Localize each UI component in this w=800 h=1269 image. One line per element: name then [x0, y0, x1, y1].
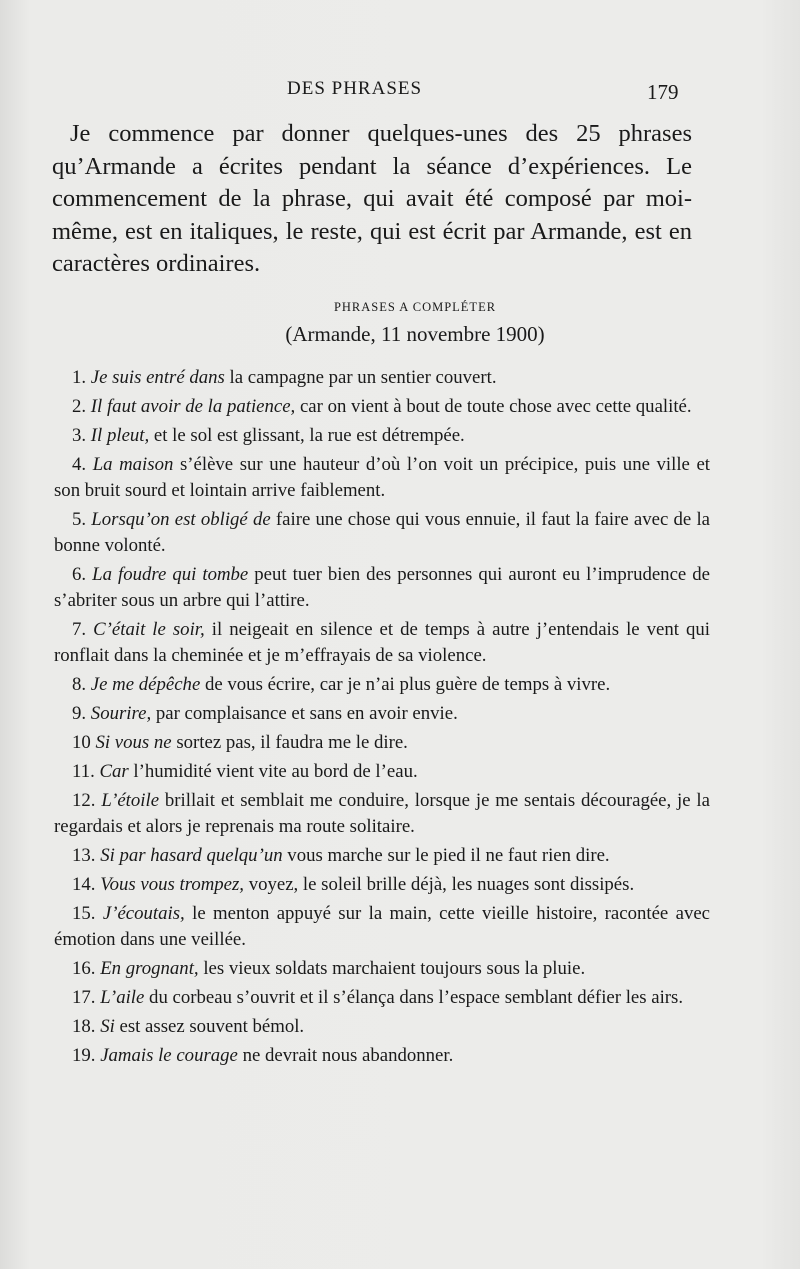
sentence-completion: car on vient à bout de toute chose avec cette qualité.: [295, 396, 692, 417]
sentence-number: 9.: [72, 703, 87, 724]
sentence-number: 19.: [72, 1045, 96, 1066]
sentence-beginning: La foudre qui tombe: [92, 564, 249, 585]
sentence-completion: l’humidité vient vite au bord de l’eau.: [128, 761, 418, 782]
sentence-completion: vous marche sur le pied il ne faut rien dire.: [282, 845, 610, 866]
sentence-number: 10: [72, 732, 91, 753]
section-title: PHRASES A COMPLÉTER: [333, 300, 497, 314]
sentence-item: [54, 1014, 710, 1040]
sentence-completion: le menton appuyé sur la main, cette vieille histoire, racontée avec émotion dans une veillée.: [54, 903, 711, 950]
sentence-completion: brillait et semblait me conduire, lorsque je me sentais découragée, je la regardais et alors je reprenais ma route solitaire.: [54, 790, 710, 837]
sentence-item: [54, 701, 710, 727]
sentence-item: [54, 985, 710, 1011]
sentence-item: [54, 507, 710, 559]
sentence-item: [54, 759, 710, 785]
sentence-beginning: Il faut avoir de la patience,: [90, 396, 296, 417]
sentence-item: [54, 423, 710, 449]
sentence-completion: du corbeau s’ouvrit et il s’élança dans l’espace semblant défier les airs.: [144, 987, 684, 1008]
sentence-item: [54, 394, 710, 420]
sentence-item: [54, 617, 710, 669]
sentence-beginning: En grognant,: [100, 958, 199, 979]
sentence-completion: de vous écrire, car je n’ai plus guère de temps à vivre.: [200, 674, 611, 695]
sentence-beginning: Si: [100, 1016, 115, 1037]
sentence-completion: et le sol est glissant, la rue est détrempée.: [149, 425, 465, 446]
sentence-item: [54, 843, 710, 869]
sentence-number: 14.: [72, 874, 96, 895]
sentence-completion: est assez souvent bémol.: [114, 1016, 305, 1037]
sentence-beginning: Si par hasard quelqu’un: [100, 845, 283, 866]
sentence-item: [54, 788, 710, 840]
sentence-beginning: L’aile: [100, 987, 145, 1008]
sentence-number: 11.: [72, 761, 95, 782]
sentence-number: 5.: [72, 509, 87, 530]
sentence-number: 7.: [72, 619, 87, 640]
sentence-beginning: Sourire,: [90, 703, 152, 724]
sentence-list: [54, 365, 710, 1072]
sentence-beginning: Vous vous trompez,: [100, 874, 244, 895]
sentence-item: [54, 730, 710, 756]
sentence-completion: par complaisance et sans en avoir envie.: [151, 703, 458, 724]
sentence-number: 3.: [72, 425, 87, 446]
sentence-beginning: Il pleut,: [90, 425, 150, 446]
sentence-beginning: Je me dépêche: [90, 674, 201, 695]
sentence-completion: ne devrait nous abandonner.: [237, 1045, 454, 1066]
sentence-item: [54, 872, 710, 898]
sentence-completion: s’élève sur une hauteur d’où l’on voit un précipice, puis une ville et son bruit sourd et lointain arrive faiblement.: [54, 454, 711, 501]
sentence-beginning: J’écoutais,: [102, 903, 185, 924]
sentence-number: 18.: [72, 1016, 96, 1037]
sentence-number: 6.: [72, 564, 87, 585]
sentence-item: [54, 672, 710, 698]
sentence-item: [54, 901, 710, 953]
section-subtitle: (Armande, 11 novembre 1900): [285, 322, 545, 346]
page-number: 179: [647, 80, 679, 104]
sentence-beginning: La maison: [92, 454, 174, 475]
sentence-number: 16.: [72, 958, 96, 979]
sentence-item: [54, 1043, 710, 1069]
sentence-beginning: Je suis entré dans: [90, 367, 225, 388]
sentence-completion: peut tuer bien des personnes qui auront eu l’imprudence de s’abriter sous un arbre qui l’attire.: [54, 564, 710, 611]
sentence-number: 2.: [72, 396, 87, 417]
sentence-number: 12.: [72, 790, 96, 811]
running-title: DES PHRASES: [287, 78, 423, 99]
sentence-completion: faire une chose qui vous ennuie, il faut la faire avec de la bonne volonté.: [54, 509, 710, 556]
sentence-completion: les vieux soldats marchaient toujours sous la pluie.: [198, 958, 586, 979]
sentence-number: 17.: [72, 987, 96, 1008]
sentence-number: 13.: [72, 845, 96, 866]
sentence-number: 4.: [72, 454, 87, 475]
intro-paragraph: Je commence par donner quelques-unes des 25 phrases qu’Armande a écrites pendant la séance d’expériences. Le commencement de la phrase, qui avait été composé par moi-même, est en italiques, le reste, qui est écrit par Armande, est en caractères ordinaires.: [52, 120, 692, 277]
running-header: [0, 78, 800, 108]
sentence-beginning: Lorsqu’on est obligé de: [91, 509, 271, 530]
sentence-item: [54, 956, 710, 982]
sentence-number: 8.: [72, 674, 87, 695]
sentence-beginning: C’était le soir,: [93, 619, 205, 640]
sentence-number: 1.: [72, 367, 87, 388]
sentence-beginning: Car: [99, 761, 129, 782]
sentence-item: [54, 365, 710, 391]
sentence-number: 15.: [72, 903, 96, 924]
sentence-item: [54, 452, 710, 504]
sentence-beginning: L’étoile: [101, 790, 160, 811]
sentence-item: [54, 562, 710, 614]
sentence-beginning: Jamais le courage: [100, 1045, 238, 1066]
sentence-completion: la campagne par un sentier couvert.: [224, 367, 497, 388]
sentence-beginning: Si vous ne: [95, 732, 172, 753]
sentence-completion: sortez pas, il faudra me le dire.: [171, 732, 408, 753]
sentence-completion: voyez, le soleil brille déjà, les nuages sont dissipés.: [244, 874, 635, 895]
sentence-completion: il neigeait en silence et de temps à autre j’entendais le vent qui ronflait dans la cheminée et je m’effrayais de sa violence.: [54, 619, 710, 666]
